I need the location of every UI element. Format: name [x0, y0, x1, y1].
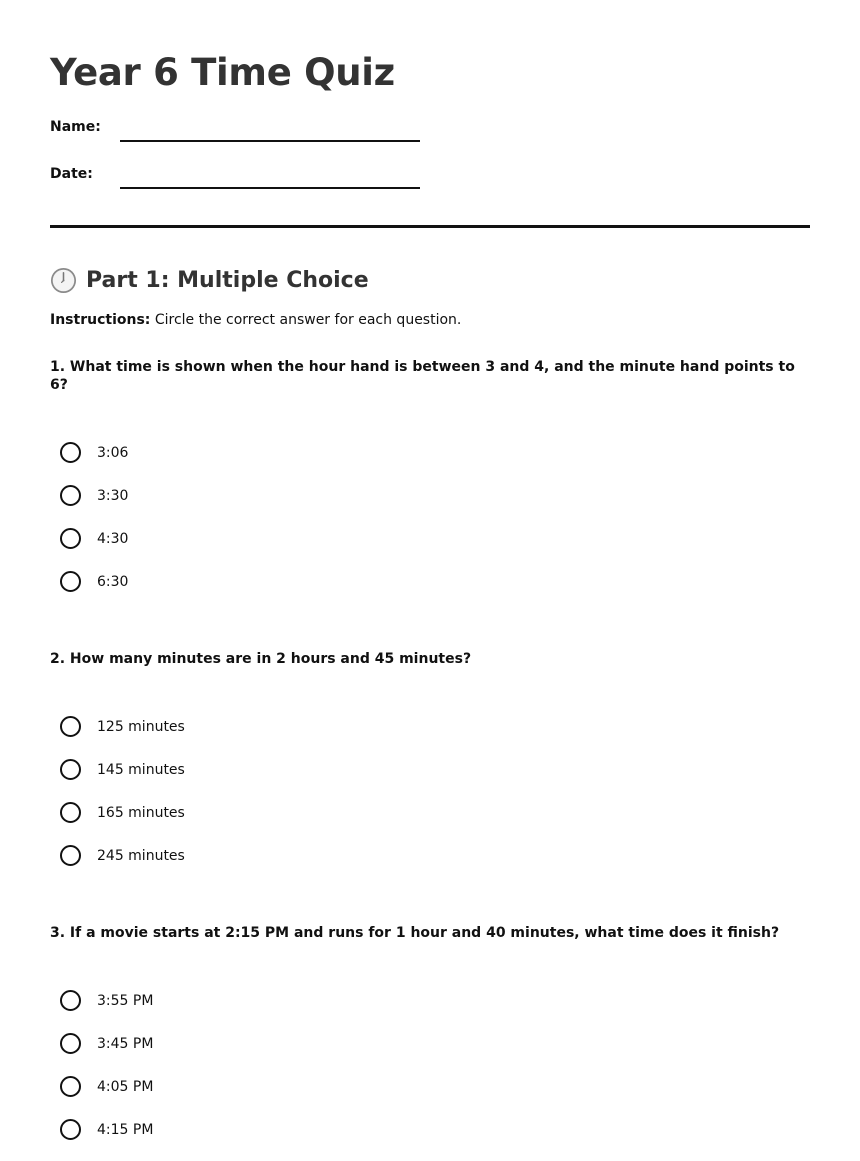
- radio-circle[interactable]: [60, 528, 81, 549]
- question-1: 1. What time is shown when the hour hand is between 3 and 4, and the minute hand points to 6?: [50, 359, 795, 393]
- instructions: [50, 311, 810, 329]
- question-3-options: [50, 988, 810, 1142]
- radio-circle[interactable]: [60, 571, 81, 592]
- option-label: 4:05 PM: [97, 1078, 154, 1095]
- option-label: 3:30: [97, 487, 129, 504]
- option-item[interactable]: [60, 483, 810, 508]
- option-label: 145 minutes: [97, 761, 185, 778]
- option-label: 165 minutes: [97, 804, 185, 821]
- option-label: 125 minutes: [97, 718, 185, 735]
- option-item[interactable]: [60, 1031, 810, 1056]
- question-2: 2. How many minutes are in 2 hours and 45 minutes?: [50, 651, 472, 667]
- instructions-text: Circle the correct answer for each question.: [150, 312, 462, 328]
- option-item[interactable]: [60, 843, 810, 868]
- radio-circle[interactable]: [60, 1076, 81, 1097]
- section-heading-part1: [50, 265, 810, 295]
- option-item[interactable]: [60, 714, 810, 739]
- option-label: 3:06: [97, 444, 129, 461]
- option-item[interactable]: [60, 569, 810, 594]
- option-item[interactable]: [60, 1117, 810, 1142]
- page-title: Year 6 Time Quiz: [50, 51, 395, 94]
- option-label: 3:45 PM: [97, 1035, 154, 1052]
- option-label: 6:30: [97, 573, 129, 590]
- option-label: 245 minutes: [97, 847, 185, 864]
- option-item[interactable]: [60, 757, 810, 782]
- option-item[interactable]: [60, 1074, 810, 1099]
- name-label: Name:: [50, 119, 101, 135]
- header-divider: [50, 225, 810, 228]
- radio-circle[interactable]: [60, 802, 81, 823]
- radio-circle[interactable]: [60, 1033, 81, 1054]
- radio-circle[interactable]: [60, 990, 81, 1011]
- option-item[interactable]: [60, 440, 810, 465]
- option-label: 3:55 PM: [97, 992, 154, 1009]
- question-1-options: [50, 440, 810, 594]
- radio-circle[interactable]: [60, 442, 81, 463]
- option-label: 4:15 PM: [97, 1121, 154, 1138]
- option-item[interactable]: [60, 988, 810, 1013]
- date-write-line[interactable]: [120, 187, 420, 189]
- section-title: Part 1: Multiple Choice: [86, 267, 369, 293]
- question-2-options: [50, 714, 810, 868]
- date-label: Date:: [50, 166, 93, 182]
- radio-circle[interactable]: [60, 716, 81, 737]
- date-field: [50, 165, 810, 189]
- option-item[interactable]: [60, 800, 810, 825]
- instructions-label: Instructions:: [50, 312, 151, 328]
- radio-circle[interactable]: [60, 485, 81, 506]
- option-item[interactable]: [60, 526, 810, 551]
- question-3: 3. If a movie starts at 2:15 PM and runs for 1 hour and 40 minutes, what time does it finish?: [50, 925, 780, 941]
- radio-circle[interactable]: [60, 845, 81, 866]
- radio-circle[interactable]: [60, 1119, 81, 1140]
- name-field: [50, 118, 810, 142]
- option-label: 4:30: [97, 530, 129, 547]
- radio-circle[interactable]: [60, 759, 81, 780]
- name-write-line[interactable]: [120, 140, 420, 142]
- clock-icon: [50, 267, 77, 294]
